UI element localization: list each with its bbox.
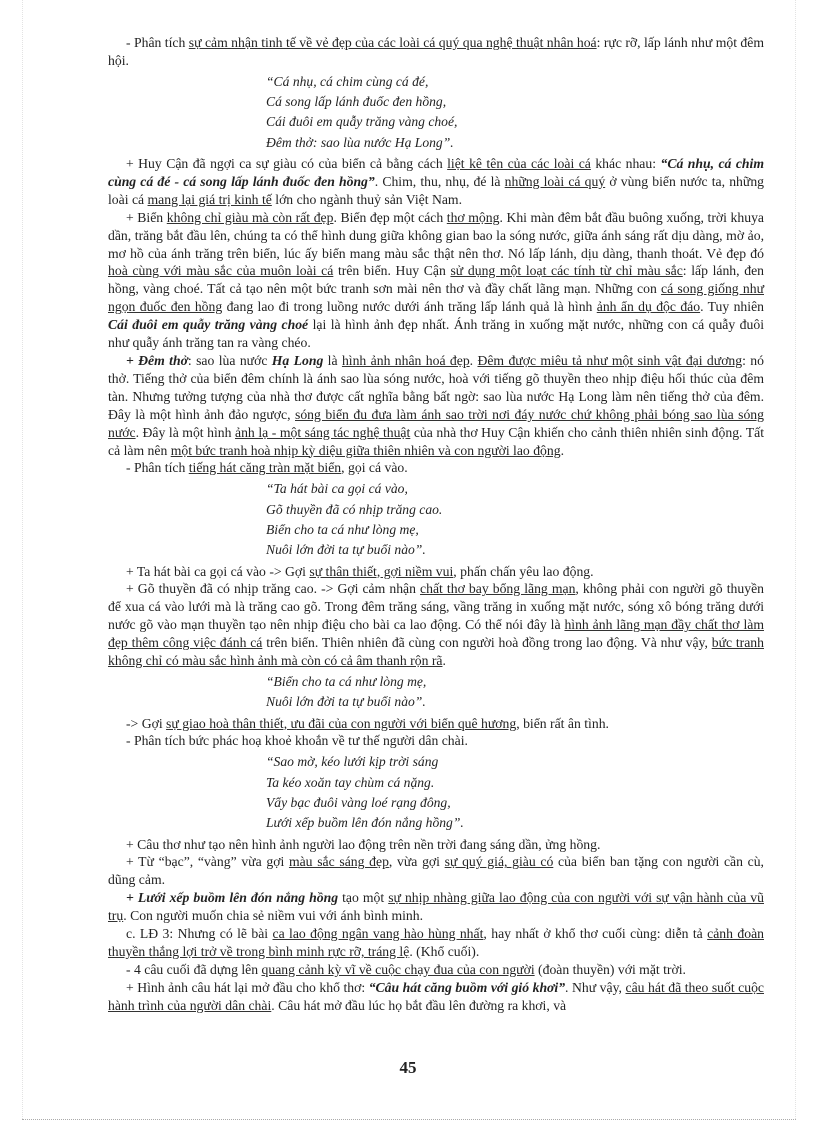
text: . Biển đẹp một cách [333, 209, 447, 225]
underlined-text: quang cảnh kỳ vĩ về cuộc chạy đua của con người [261, 961, 535, 977]
paragraph-7 [108, 580, 764, 670]
poem-line: “Biển cho ta cá như lòng mẹ, [266, 673, 427, 689]
text: : nó thở. Tiếng thở của biển đêm chính là ánh sao lùa sóng nước, hoà với tiếng gõ thuyền theo nhịp điệu hối thúc của đêm tàn. Nhưng tưởng tượng của nhà thơ được cất nghĩa bằng bất ngờ: sao lùa nước Hạ Long làm nên tiếng thở của đêm. Đây là một hình ảnh đảo ngược, [108, 352, 764, 422]
underlined-text: hoà cùng với màu sắc của muôn loài cá [108, 263, 334, 279]
poem-block-2 [266, 479, 764, 560]
page-frame-right [795, 0, 796, 1119]
text: trên biển. Thiên nhiên đã cùng con người hoà đồng trong lao động. Và như vậy, [262, 635, 712, 651]
paragraph-6 [108, 563, 764, 581]
text: ở vùng biển nước ta, những loài cá [108, 173, 765, 207]
text: (đoàn thuyền) với mặt trời. [534, 961, 686, 977]
text: - Phân tích [126, 35, 189, 50]
underlined-text: sự cảm nhận tinh tế về vẻ đẹp của các loài cá quý qua nghệ thuật nhân hoá [188, 35, 597, 50]
paragraph-12 [108, 889, 764, 925]
text: . Khi màn đêm bắt đầu buông xuống, trời khuya dần, trăng bắt đầu lên, chúng ta có thể hình dung giữa không gian bao la sóng nước, giữa ánh sáng rất dịu dàng, mờ ảo, mơ hồ của ánh trăng trên biển, lúc ấy biển mang màu sắc thật nên thơ. Nó lấp lánh, dịu dàng, thanh thoát. Vẻ đẹp đó [108, 209, 764, 261]
text: tạo một [338, 890, 389, 906]
underlined-text: sóng biển đu đưa làm ánh sao trời nơi đáy nước chứ không phải bóng sao lùa sóng nước [108, 406, 764, 440]
underlined-text: ca lao động ngân vang hào hùng nhất [272, 926, 484, 942]
text: lớn cho ngành thuỷ sản Việt Nam. [271, 191, 462, 207]
paragraph-5 [108, 459, 764, 477]
text: + Huy Cận đã ngợi ca sự giàu có của biển cả bằng cách [126, 156, 448, 171]
text: là [323, 352, 342, 368]
underlined-text: sự thân thiết, gợi niềm vui [309, 563, 454, 579]
underlined-text: hình ảnh lãng mạn đầy chất thơ làm đẹp thêm công việc đánh cá [108, 617, 764, 651]
paragraph-9 [108, 732, 764, 750]
page-frame-left [22, 0, 23, 1119]
underlined-text: bức tranh không chỉ có màu sắc hình ảnh mà còn có cả âm thanh rộn rã [108, 635, 764, 669]
paragraph-8 [108, 715, 764, 733]
text: lại là hình ảnh đẹp nhất. Ánh trăng in xuống mặt nước, những con cá quẫy đuôi như quẫy ánh trăng tan ra vàng chéo. [108, 317, 764, 351]
poem-line: Biển cho ta cá như lòng mẹ, [266, 521, 419, 537]
underlined-text: sự giao hoà thân thiết, ưu đãi của con người với biển quê hương [166, 715, 517, 731]
text: - Phân tích bức phác hoạ khoẻ khoắn về tư thế người dân chài. [126, 733, 468, 749]
paragraph-11 [108, 853, 764, 889]
underlined-text: không chỉ giàu mà còn rất đẹp [166, 209, 334, 225]
text: đang lao đi trong luồng nước dưới ánh trăng lấp lánh quả là hình [222, 299, 597, 315]
paragraph-14 [108, 961, 764, 979]
text: , gọi cá vào. [341, 460, 408, 476]
text: , biển rất ân tình. [516, 715, 609, 731]
poem-line: Đêm thở: sao lùa nước Hạ Long”. [266, 134, 454, 150]
text: của biển ban tặng con người cần cù, dũng cảm. [108, 854, 764, 888]
poem-block-4 [266, 752, 764, 833]
underlined-text: sự quý giá, giàu có [444, 854, 554, 870]
poem-line: Nuôi lớn đời ta tự buổi nào”. [266, 694, 426, 710]
poem-line: Cái đuôi em quẫy trăng vàng choé, [266, 114, 458, 130]
text: , không phải con người gõ thuyền để xua cá vào lưới mà là trăng cao gõ. Trong đêm trăng sáng, vầng trăng in xuống mặt nước, sóng xô bóng trăng dưới nước gõ vào mạn thuyền tạo nên nhịp điệu cho bài ca lao động. Có thể nói đây là [108, 581, 764, 633]
underlined-text: ảnh ẩn dụ độc đáo [596, 299, 701, 315]
underlined-text: thơ mộng [446, 209, 500, 225]
underlined-text: sự nhịp nhàng giữa lao động của con người với sự vận hành của vũ trụ [108, 890, 764, 924]
poem-line: “Cá nhụ, cá chim cùng cá đé, [266, 73, 429, 89]
paragraph-13 [108, 925, 764, 961]
paragraph-2 [108, 155, 764, 209]
underlined-text: cá song giống như ngọn đuốc đen hồng [108, 281, 764, 315]
underlined-text: hình ảnh nhân hoá đẹp [341, 352, 470, 368]
text: , phấn chấn yêu lao động. [453, 563, 594, 579]
text: trên biển. Huy Cận [333, 263, 451, 279]
text: khác nhau: [590, 156, 661, 171]
text: + Hình ảnh câu hát lại mở đầu cho khổ thơ: [126, 979, 369, 995]
text: + Ta hát bài ca gọi cá vào -> Gợi [126, 563, 310, 579]
underlined-text: cảnh đoàn thuyền thắng lợi trở về trong bình minh rực rỡ, tráng lệ [108, 926, 764, 959]
text: . Chim, thu, nhụ, đé là [374, 173, 505, 189]
underlined-text: tiếng hát căng tràn mặt biển [188, 460, 342, 476]
document-body [108, 34, 764, 1015]
paragraph-10 [108, 836, 764, 854]
poem-line: “Sao mờ, kéo lưới kịp trời sáng [266, 754, 439, 770]
poem-block-1 [266, 72, 764, 153]
underlined-text: những loài cá quý [504, 173, 606, 189]
text: - 4 câu cuối đã dựng lên [126, 961, 262, 977]
page-number: 45 [399, 1058, 417, 1077]
text: : sao lùa nước [187, 352, 272, 368]
poem-line: Cá song lấp lánh đuốc đen hồng, [266, 94, 447, 110]
text: -> Gợi [126, 715, 167, 731]
text: . [469, 352, 478, 368]
poem-line: Nuôi lớn đời ta tự buổi nào”. [266, 542, 426, 558]
text: : lấp lánh, đen hồng, vàng choé. Tất cả tạo nên một bức tranh sơn mài nên thơ và đầy chất lãng mạn. Những con [108, 263, 764, 297]
underlined-text: câu hát đã theo suốt cuộc hành trình của người dân chài [108, 979, 764, 1013]
underlined-text: mang lại giá trị kinh tế [147, 191, 272, 207]
underlined-text: sử dụng một loạt các tính từ chỉ màu sắc [450, 263, 683, 279]
text: . Tuy nhiên [700, 299, 764, 315]
text: . Câu hát mở đầu lúc họ bắt đầu lên đường ra khơi, và [271, 997, 567, 1013]
bold-quote: “Cá nhụ, cá chim cùng cá đé - cá song lấp lánh đuốc đen hồng” [108, 156, 764, 189]
page-frame-bottom [22, 1119, 796, 1120]
poem-line: Vẩy bạc đuôi vàng loé rạng đông, [266, 794, 451, 810]
underlined-text: Đêm được miêu tả như một sinh vật đại dương [477, 352, 743, 368]
paragraph-1 [108, 34, 764, 70]
text: + Gõ thuyền đã có nhịp trăng cao. -> Gợi cảm nhận [126, 581, 421, 597]
poem-line: Ta kéo xoăn tay chùm cá nặng. [266, 774, 435, 790]
text: , vừa gợi [388, 854, 445, 870]
text: + Biển [126, 209, 167, 225]
text: , hay nhất ở khổ thơ cuối cùng: diễn tả [483, 926, 708, 942]
paragraph-3 [108, 209, 764, 352]
paragraph-4 [108, 352, 764, 459]
text: c. LĐ 3: Nhưng có lẽ bài [126, 926, 273, 942]
bold-italic-text: Hạ Long [271, 352, 324, 368]
poem-line: Lưới xếp buồm lên đón nắng hồng”. [266, 815, 464, 831]
underlined-text: liệt kê tên của các loài cá [447, 156, 591, 171]
text: . [442, 653, 446, 669]
text: của nhà thơ Huy Cận khiến cho cảnh thiên nhiên sinh động. Tất cả làm nên [108, 424, 764, 458]
bold-italic-text: Cái đuôi em quẫy trăng vàng choé [108, 317, 309, 333]
text: . Đây là một hình [135, 424, 236, 440]
text: - Phân tích [126, 460, 189, 476]
poem-block-3 [266, 672, 764, 713]
text: + Câu thơ như tạo nên hình ảnh người lao động trên nền trời đang sáng dần, ửng hồng. [126, 836, 601, 852]
underlined-text: một bức tranh hoà nhịp kỳ diệu giữa thiên nhiên và con người lao động [170, 442, 561, 458]
underlined-text: chất thơ bay bổng lãng mạn [420, 581, 576, 597]
text: . Con người muốn chia sẻ niềm vui với ánh bình minh. [123, 908, 424, 924]
bold-italic-text: + Lưới xếp buồm lên đón nắng hồng [126, 890, 339, 906]
text: + Từ “bạc”, “vàng” vừa gợi [126, 854, 289, 870]
poem-line: Gõ thuyền đã có nhịp trăng cao. [266, 501, 443, 517]
text: : rực rỡ, lấp lánh như một đêm hội. [108, 35, 764, 68]
bold-italic-text: + Đêm thở [126, 352, 188, 368]
text: . Như vậy, [565, 979, 626, 995]
text: . (Khổ cuối). [409, 943, 480, 959]
text: . [560, 442, 564, 458]
underlined-text: màu sắc sáng đẹp [288, 854, 389, 870]
underlined-text: ảnh lạ - một sáng tác nghệ thuật [235, 424, 411, 440]
poem-line: “Ta hát bài ca gọi cá vào, [266, 481, 408, 497]
paragraph-15 [108, 979, 764, 1015]
bold-italic-quote: “Câu hát căng buồm với gió khơi” [368, 979, 566, 995]
